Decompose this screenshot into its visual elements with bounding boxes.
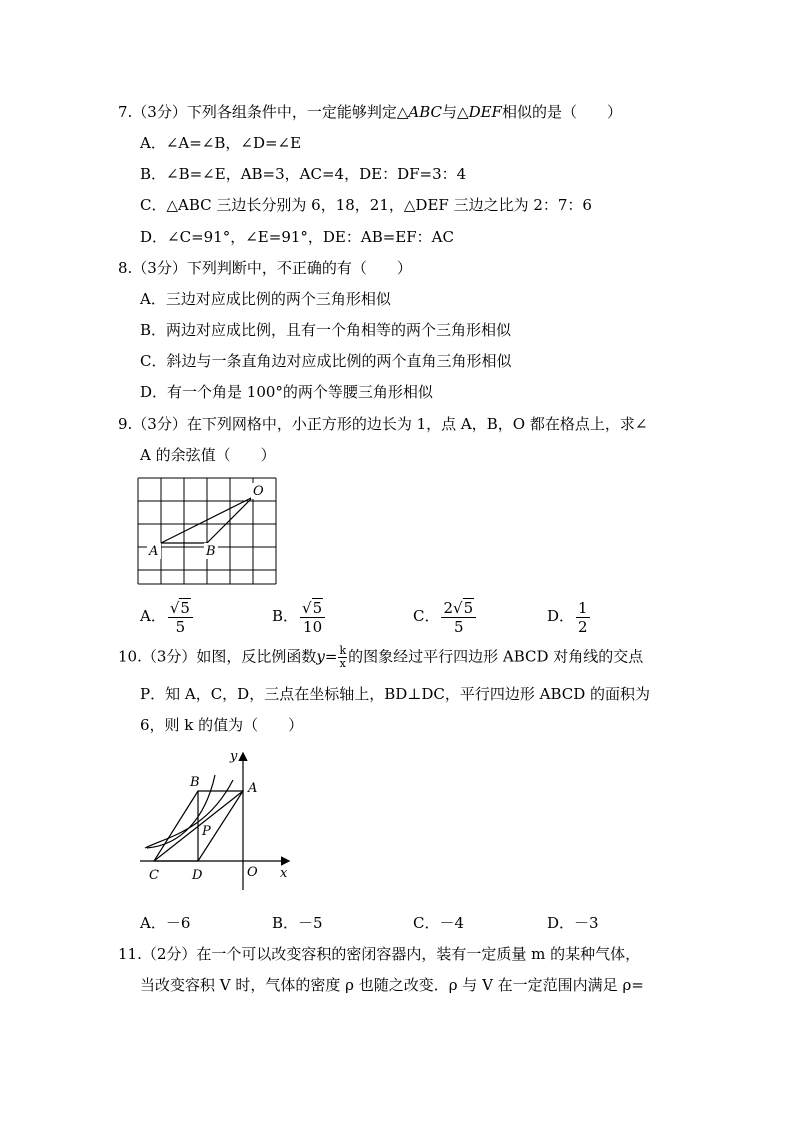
q10-stem-part2: 的图象经过平行四边形 ABCD 对角线的交点: [348, 647, 644, 666]
q10-label-a: A: [248, 781, 258, 796]
q10-label-c: C: [149, 868, 159, 883]
q9-option-a: [140, 598, 195, 636]
q10-label-y: y: [230, 749, 238, 764]
q9-option-a-fraction: $\frac{√5}{5}$: [168, 599, 193, 636]
q9-option-b-letter: B．: [272, 607, 299, 625]
q7-stem-abc: ABC: [408, 103, 443, 121]
hyperbola-curve-left: [145, 780, 233, 848]
q7-option-c: C．△ABC 三边长分别为 6，18，21，△DEF 三边之比为 2：7：6: [140, 196, 592, 214]
q10-figure: [135, 740, 305, 890]
q9-option-d: [547, 598, 592, 636]
q10-stem-line2: P．知 A，C，D，三点在坐标轴上，BD⊥DC，平行四边形 ABCD 的面积为: [140, 685, 651, 703]
q8-option-a: A．三边对应成比例的两个三角形相似: [140, 290, 391, 308]
q7-option-d: D．∠C=91°，∠E=91°，DE：AB=EF：AC: [140, 228, 454, 246]
q7-stem-part3: 相似的是（ ）: [501, 103, 622, 121]
q7-option-a: A．∠A=∠B，∠D=∠E: [140, 134, 302, 152]
q11-stem-line2: 当改变容积 V 时，气体的密度 ρ 也随之改变．ρ 与 V 在一定范围内满足 ρ=: [140, 976, 644, 994]
q9-option-c: [413, 598, 478, 636]
q10-stem-part1: 10.（3分）如图，反比例函数: [118, 647, 317, 666]
q7-stem-part1: 7.（3分）下列各组条件中，一定能够判定△: [118, 103, 409, 121]
q10-option-a: A．－6: [140, 914, 191, 932]
q8-option-d: D．有一个角是 100°的两个等腰三角形相似: [140, 383, 433, 401]
q9-option-b: [272, 598, 327, 636]
q9-option-c-fraction: $\frac{2√5}{5}$: [441, 599, 476, 636]
q10-label-d: D: [192, 868, 203, 883]
q10-label-b: B: [190, 775, 200, 790]
q9-stem-line2: A 的余弦值（ ）: [140, 446, 276, 464]
q10-option-d: D．－3: [547, 914, 599, 932]
q9-label-b: B: [206, 544, 216, 559]
q10-stem-line1: [118, 645, 643, 670]
q10-label-x: x: [280, 866, 288, 881]
q9-option-d-fraction: $\frac{1}{2}$: [578, 598, 588, 636]
q11-stem-line1: 11.（2分）在一个可以改变容积的密闭容器内，装有一定质量 m 的某种气体，: [118, 945, 641, 963]
q8-option-b: B．两边对应成比例，且有一个角相等的两个三角形相似: [140, 321, 512, 339]
q10-func-fraction: $\frac{k}{x}$: [339, 644, 347, 670]
q9-label-o: O: [253, 484, 264, 499]
q10-option-b: B．－5: [272, 914, 323, 932]
q10-func-y: y=: [316, 647, 338, 666]
q7-stem: [118, 102, 622, 122]
q9-option-c-letter: C．: [413, 607, 440, 625]
q7-stem-def: DEF: [468, 103, 502, 121]
q10-label-p: P: [202, 824, 211, 839]
q7-stem-part2: 与△: [442, 103, 469, 121]
q8-stem: 8.（3分）下列判断中，不正确的有（ ）: [118, 259, 412, 277]
q9-stem-line1: 9.（3分）在下列网格中，小正方形的边长为 1，点 A，B，O 都在格点上，求∠: [118, 415, 648, 433]
q8-option-c: C．斜边与一条直角边对应成比例的两个直角三角形相似: [140, 352, 512, 370]
q10-stem-line3: 6，则 k 的值为（ ）: [140, 716, 304, 734]
q9-option-b-fraction: $\frac{√5}{10}$: [300, 599, 325, 636]
q7-option-b: B．∠B=∠E，AB=3，AC=4，DE：DF=3：4: [140, 165, 467, 183]
q10-label-o: O: [247, 865, 258, 880]
q9-grid-figure: [130, 470, 290, 590]
q9-option-d-letter: D．: [547, 607, 575, 625]
q10-option-c: C．－4: [413, 914, 465, 932]
q9-option-a-letter: A．: [140, 607, 166, 625]
q9-label-a: A: [149, 544, 159, 559]
